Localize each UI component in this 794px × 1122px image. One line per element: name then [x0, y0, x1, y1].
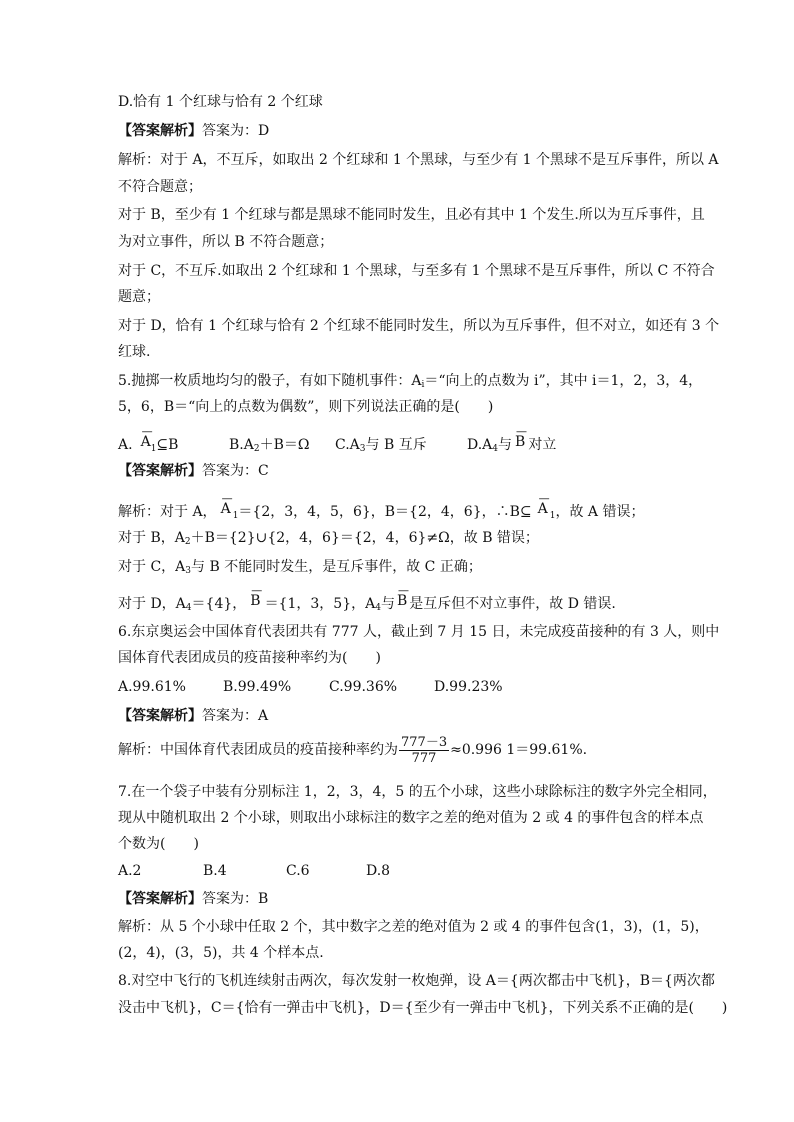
q7-analysis-line: 解析：从 5 个小球中任取 2 个，其中数字之差的绝对值为 2 或 4 的事件包含(1，3)，(1，5)，	[118, 919, 709, 935]
subscript: i	[421, 380, 425, 390]
stem-text: ＝“向上的点数为 i”，其中 i＝1，2，3，4，	[424, 373, 703, 389]
q5-answer-line	[118, 462, 269, 480]
q5-analysis-line: 对于 B，$A_2+B=\{2\}\cup\{2$，4，6}＝{2，4，6}≠Ω，故 B 错误；	[118, 530, 539, 547]
q5-stem-line: 5，6，B＝“向上的点数为偶数”，则下列说法正确的是( )	[118, 399, 494, 415]
q4-option-d: D.恰有 1 个红球与恰有 2 个红球	[118, 94, 323, 110]
q6-stem-line: 6.东京奥运会中国体育代表团共有 777 人，截止到 7 月 15 日，未完成疫苗接种的有 3 人，则中	[118, 624, 720, 640]
option-c: $C.A_3$与 B 互斥	[335, 437, 427, 454]
option-b: B.4	[203, 863, 227, 879]
q6-stem-line: 国体育代表团成员的疫苗接种率约为( )	[118, 650, 381, 666]
q4-answer-line	[118, 122, 269, 140]
fraction: $\frac{777-3}{777}$	[401, 734, 448, 766]
q5-analysis-line: 对于 C，$A_3$与 B 不能同时发生，是互斥事件，故 C 正确；	[118, 559, 482, 576]
option-c: C.99.36%	[329, 679, 398, 695]
q7-stem-line: 7.在一个袋子中装有分别标注 1，2，3，4，5 的五个小球，这些小球除标注的数字外完全相同，	[118, 784, 717, 800]
option-b: B.99.49%	[223, 679, 292, 695]
option-b: $B.A_2+B=\Omega$	[229, 437, 310, 454]
q4-analysis-line: 对于 B，至少有 1 个红球与都是黑球不能同时发生，且必有其中 1 个发生.所以为互斥事件，且	[118, 207, 705, 223]
q4-analysis-line: 对于 D，恰有 1 个红球与恰有 2 个红球不能同时发生，所以为互斥事件，但不对立，如还有 3 个	[118, 318, 720, 334]
q4-analysis-line: 题意；	[118, 289, 160, 305]
answer-label: 【答案解析】	[118, 463, 202, 479]
q4-analysis-line: 不符合题意；	[118, 179, 202, 195]
option-a: A.99.61%	[118, 679, 186, 695]
answer-text: 答案为：D	[202, 123, 270, 139]
q6-analysis-line: 解析：中国体育代表团成员的疫苗接种率约为 $\frac{777-3}{777}$ ≈0.996 1＝99.61%.	[118, 734, 588, 766]
option-c: C.6	[286, 863, 310, 879]
q8-stem-line: 没击中飞机}，C＝{恰有一弹击中飞机}，D＝{至少有一弹击中飞机}，下列关系不正确的是( )	[118, 1000, 728, 1016]
q7-analysis-line: (2，4)，(3，5)，共 4 个样本点.	[118, 945, 324, 961]
q7-stem-line: 个数为( )	[118, 836, 199, 852]
q7-stem-line: 现从中随机取出 2 个小球，则取出小球标注的数字之差的绝对值为 2 或 4 的事件包含的样本点	[118, 810, 704, 826]
answer-label: 【答案解析】	[118, 123, 202, 139]
q6-answer-line	[118, 707, 268, 725]
q5-analysis-line: 解析：对于 A， — A $_1$＝{2，3，4，5，6}，B＝{2，4，6}，∴B⊆ — A $_1$，故 A 错误；	[118, 492, 645, 521]
answer-text: 答案为：C	[202, 463, 269, 479]
q7-answer-line	[118, 890, 268, 908]
q4-analysis-line: 红球.	[118, 344, 151, 360]
option-d: $D.A_4$与 — B 对立	[467, 425, 557, 454]
q5-stem-line	[118, 372, 702, 394]
option-d: D.99.23%	[434, 679, 503, 695]
option-a: A. — $A_1⊆B$	[118, 425, 179, 454]
q8-stem-line: 8.对空中飞行的飞机连续射击两次，每次发射一枚炮弹，设 A＝{两次都击中飞机}，B＝{两次都	[118, 973, 715, 989]
answer-text: 答案为：A	[202, 708, 269, 724]
answer-label: 【答案解析】	[118, 891, 202, 907]
option-a: A.2	[118, 863, 142, 879]
answer-text: 答案为：B	[202, 891, 269, 907]
q4-analysis-line: 对于 C，不互斥.如取出 2 个红球和 1 个黑球，与至多有 1 个黑球不是互斥事件，所以 C 不符合	[118, 263, 715, 279]
q4-analysis-line: 解析：对于 A，不互斥，如取出 2 个红球和 1 个黑球，与至少有 1 个黑球不是互斥事件，所以 A	[118, 152, 719, 168]
q5-analysis-line: 对于 D，$A_4=\{4\}$， — B ＝{1，3，5}，$A_4$与 — B 是互斥但不对立事件，故 D 错误.	[118, 584, 616, 613]
option-d: D.8	[366, 863, 391, 879]
answer-label: 【答案解析】	[118, 708, 202, 724]
stem-text: 5.抛掷一枚质地均匀的骰子，有如下随机事件：A	[118, 373, 422, 389]
q4-analysis-line: 为对立事件，所以 B 不符合题意；	[118, 234, 334, 250]
